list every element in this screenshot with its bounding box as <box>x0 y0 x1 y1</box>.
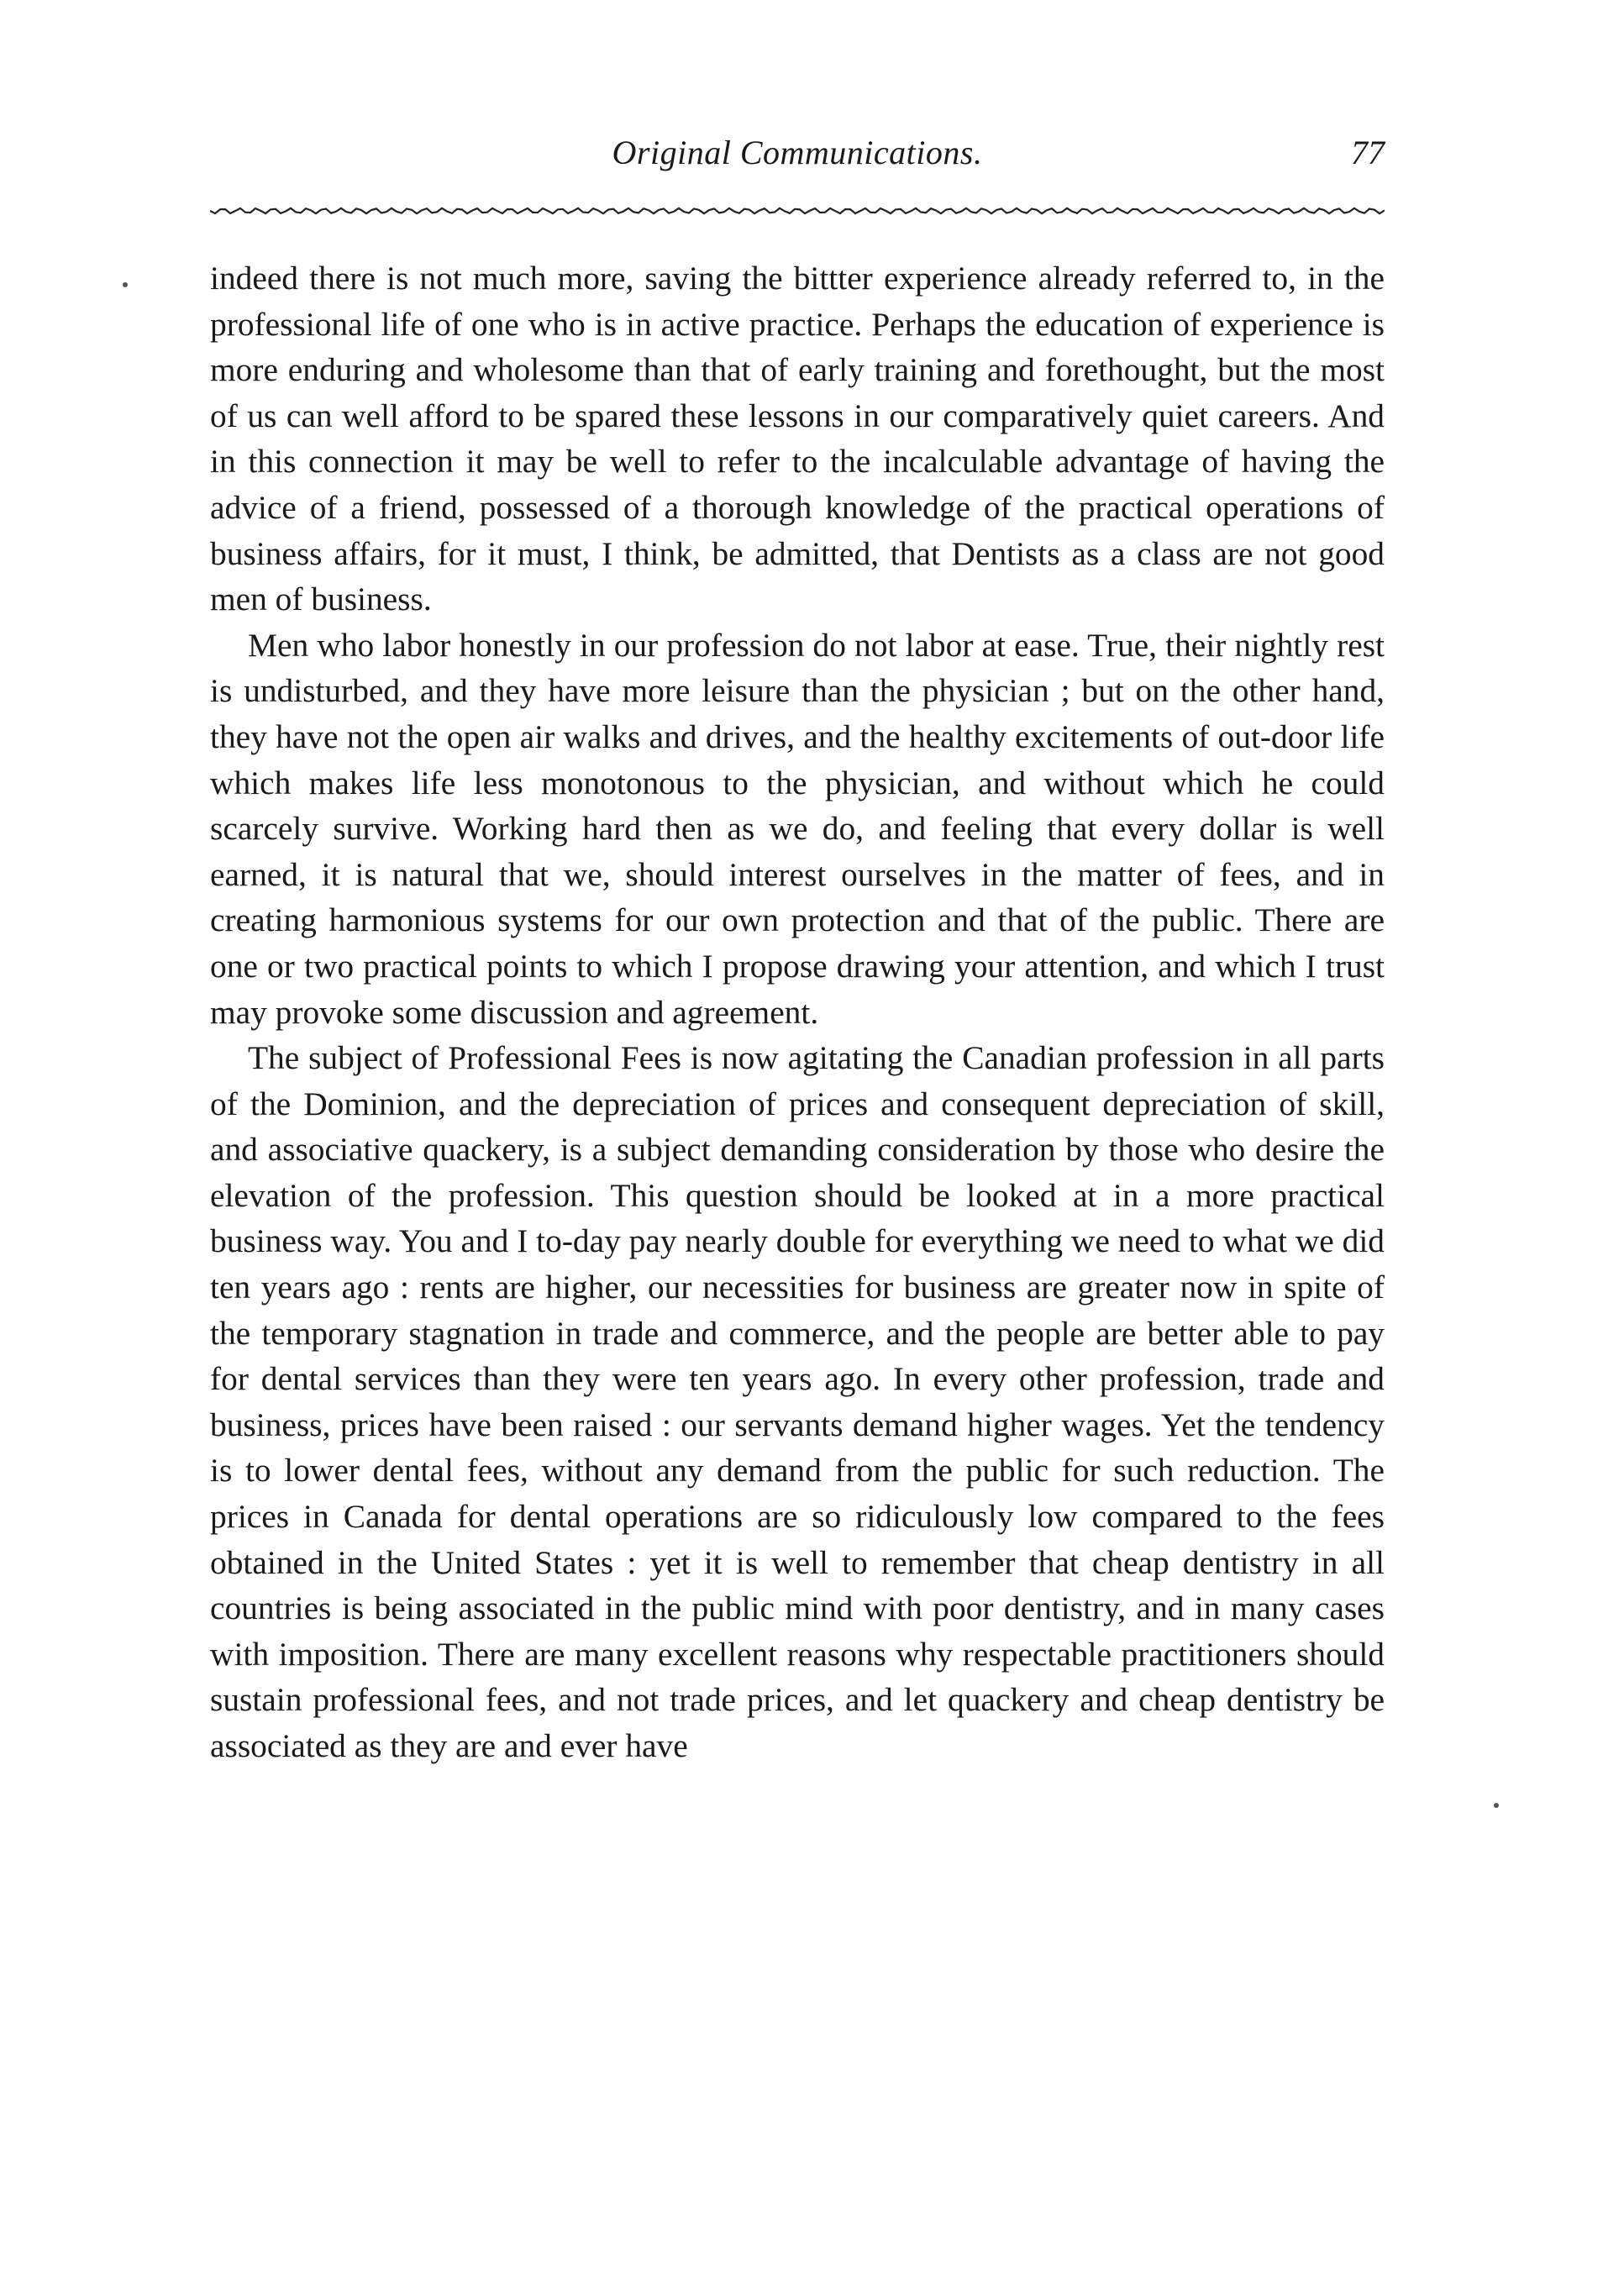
running-title: Original Communications. <box>612 134 983 171</box>
wavy-rule-divider <box>210 205 1385 217</box>
body-text <box>210 255 1385 1769</box>
wavy-rule-line <box>210 208 1385 213</box>
paragraph-1: indeed there is not much more, saving the bittter experience already referred to, in the professional life of one who is in active practice. Perhaps the education of experience is more enduring and wholesome than that of early training and forethought, but the most of us can well afford to be spared these lessons in our comparatively quiet careers. And in this connection it may be well to refer to the incalculable advantage of having the advice of a friend, possessed of a thorough knowledge of the practical operations of business affairs, for it must, I think, be admitted, that Dentists as a class are not good men of business. <box>210 260 1385 618</box>
page-number: 77 <box>1351 134 1385 171</box>
paragraph-3: The subject of Professional Fees is now agitating the Canadian profession in all parts of the Dominion, and the depreciation of prices and consequent depreciation of skill, and associative quackery, is a subject demanding consideration by those who desire the elevation of the profession. This question should be looked at in a more practical business way. You and I to-day pay nearly double for everything we need to what we did ten years ago : rents are higher, our necessities for business are greater now in spite of the temporary stagnation in trade and commerce, and the people are better able to pay for dental services than they were ten years ago. In every other profession, trade and business, prices have been raised : our servants demand higher wages. Yet the tendency is to lower dental fees, without any demand from the public for such reduction. The prices in Canada for dental operations are so ridiculously low compared to the fees obtained in the United States : yet it is well to remember that cheap dentistry in all countries is being associated in the public mind with poor dentistry, and in many cases with imposition. There are many excellent reasons why respectable practitioners should sustain professional fees, and not trade prices, and let quackery and cheap dentistry be associated as they are and ever have <box>210 1039 1385 1764</box>
paragraph-2: Men who labor honestly in our profession do not labor at ease. True, their nightly rest is undisturbed, and they have more leisure than the physician ; but on the other hand, they have not the open air walks and drives, and the healthy excitements of out-door life which makes life less monotonous to the physician, and without which he could scarcely survive. Working hard then as we do, and feeling that every dollar is well earned, it is natural that we, should interest ourselves in the matter of fees, and in creating harmonious systems for our own protection and that of the public. There are one or two practical points to which I propose drawing your attention, and which I trust may provoke some discussion and agreement. <box>210 626 1385 1031</box>
running-head <box>210 128 1385 178</box>
stray-ink-mark <box>123 282 128 287</box>
stray-ink-mark <box>1494 1803 1499 1808</box>
